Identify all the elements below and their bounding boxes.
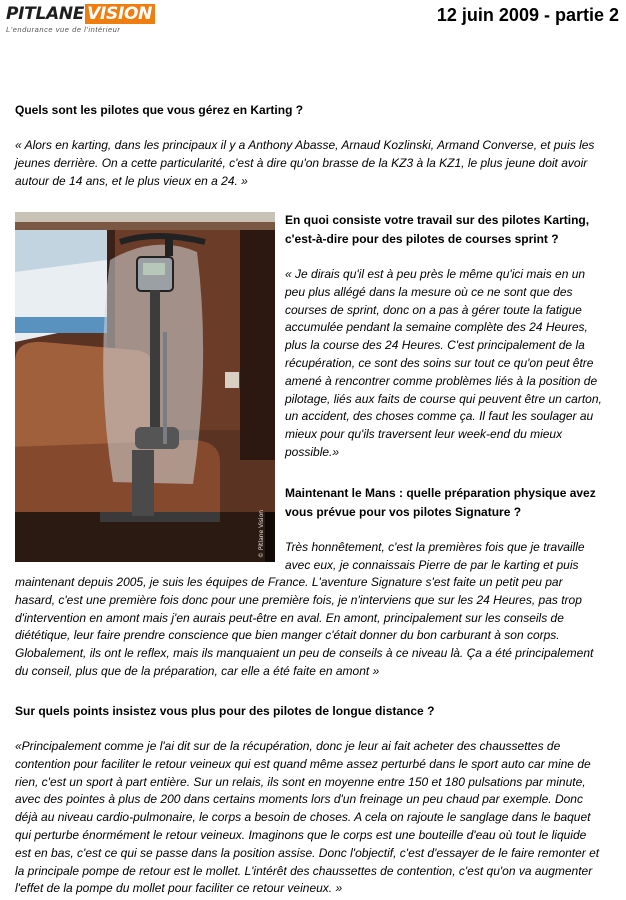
logo-wordmark bbox=[6, 5, 156, 24]
answer-3-line: du conseil, plus que de la préparation, car elle a été faite en amont » bbox=[15, 663, 380, 678]
answer-3-full bbox=[15, 574, 593, 681]
answer-3-line: Très honnêtement, c'est la premières fois que je travaille bbox=[285, 540, 585, 554]
answer-2-line: peu plus allégé dans la mesure où ce ne sont que des bbox=[285, 284, 573, 299]
answer-3-line: Globalement, ils ont le reflex, mais ils manquaient un peu de conseils à ce niveau là. Ça a été principalement bbox=[15, 646, 594, 661]
logo-tagline: L'endurance vue de l'intérieur bbox=[6, 25, 121, 34]
answer-4-line: contention pour faciliter le retour veineux qui est quand même assez perturbé dans le sport auto car mine de bbox=[15, 756, 591, 771]
answer-2-line: mieux pour qu'ils traversent leur week-end du mieux bbox=[285, 427, 563, 442]
answer-2-line: récupération, ce sont des soins sur tout ce qu'on peut être bbox=[285, 355, 594, 370]
answer-4-line: rien, c'est un sport à part entière. Sur un relais, ils sont en moyenne entre 150 et 180 pulsations par minute, bbox=[15, 774, 586, 789]
answer-4-line: qui perturbe énormément le retour veineux. Imaginons que le corps est une bouteille d'eau où tout le liquide bbox=[15, 827, 587, 842]
site-logo[interactable] bbox=[6, 5, 156, 37]
question-2 bbox=[285, 211, 589, 248]
question-3-line: vous prévue pour vos pilotes Signature ? bbox=[285, 504, 522, 519]
answer-2-line: « Je dirais qu'il est à peu près le même qu'ici mais en un bbox=[285, 267, 586, 281]
answer-1 bbox=[15, 137, 594, 190]
answer-1-line: « Alors en karting, dans les principaux il y a Anthony Abasse, Arnaud Kozlinski, Armand Converse, et puis les bbox=[15, 138, 595, 152]
answer-4-line: «Principalement comme je l'ai dit sur de la récupération, donc je leur ai fait acheter des chaussettes de bbox=[15, 739, 561, 753]
answer-3-side bbox=[285, 539, 585, 575]
answer-2-line: possible.» bbox=[285, 444, 340, 459]
logo-word-vision: VISION bbox=[85, 4, 155, 24]
photo-credit: © Pitlane Vision bbox=[258, 509, 265, 558]
page-date-title: 12 juin 2009 - partie 2 bbox=[436, 5, 619, 25]
question-3-line: Maintenant le Mans : quelle préparation physique avez bbox=[285, 486, 596, 500]
logo-word-pitlane: PITLANE bbox=[6, 4, 85, 24]
answer-4-line: avec des pointes à plus de 200 dans certains moments lors d'un freinage un peu chaud par exemple. Donc bbox=[15, 792, 583, 807]
answer-3-line: maintenant depuis 2005, je suis les équipes de France. L'aventure Signature s'est faite un petit peu par bbox=[15, 575, 563, 589]
answer-2 bbox=[285, 266, 602, 462]
answer-4-line: déjà au niveau cardio-pulmonaire, le corps a besoin de choses. A cela on rajoute le sanglage dans le baquet bbox=[15, 810, 591, 825]
answer-4-line: la principale pompe de retour est le mollet. L'intérêt des chaussettes de contention, c'est qu'on va augmenter bbox=[15, 863, 593, 878]
answer-4 bbox=[15, 738, 599, 898]
photo-exercise-bike-in-cabin bbox=[15, 212, 275, 562]
answer-2-line: plus la course des 24 Heures. C'est principalement de la bbox=[285, 338, 585, 353]
answer-4-line: l'effet de la pompe du mollet pour faciliter ce retour veineux. » bbox=[15, 881, 343, 896]
question-4: Sur quels points insistez vous plus pour des pilotes de longue distance ? bbox=[15, 704, 435, 718]
answer-2-line: pilotage, liés aux faits de course qui peuvent être un carton, bbox=[285, 391, 602, 406]
answer-3-line: diététique, leur faire prendre conscience que bien manger c'était donner du bon carburant à son corps. bbox=[15, 628, 560, 643]
answer-4-line: est en bas, c'est ce qui se passe dans la position assise. Donc l'objectif, c'est d'essayer de le faire remonter et bbox=[15, 845, 600, 860]
answer-1-line: jeunes derrière. On a cette particularité, c'est à dire qu'on brasse de la KZ3 à la KZ1, le plus jeune doit avoir bbox=[15, 155, 588, 170]
answer-2-line: amené à rencontrer comme problèmes liés à la position de bbox=[285, 373, 598, 388]
answer-1-line: autour de 14 ans, et le plus vieux en a 24. » bbox=[15, 173, 248, 188]
question-3 bbox=[285, 484, 596, 521]
article-photo bbox=[15, 212, 275, 562]
question-1: Quels sont les pilotes que vous gérez en Karting ? bbox=[15, 103, 304, 117]
answer-2-line: un accident, des choses comme ça. Il faut les soulager au bbox=[285, 409, 594, 424]
question-2-line: c'est-à-dire pour des pilotes de courses sprint ? bbox=[285, 231, 559, 246]
question-2-line: En quoi consiste votre travail sur des pilotes Karting, bbox=[285, 213, 590, 227]
answer-2-line: courses de sprint, donc on a pas à gérer toute la fatigue bbox=[285, 302, 582, 317]
answer-2-line: accumulée pendant la semaine complète des 24 Heures, bbox=[285, 320, 588, 335]
answer-3-line: avec eux, je connaissais Pierre de par le karting et puis bbox=[285, 557, 579, 572]
answer-3-line: hasard, c'est une première fois donc pour une première fois, je n'interviens que sur les 24 Heures, pas trop bbox=[15, 592, 582, 607]
answer-3-line: d'intervention en amont mais j'en aurais peut-être en aval. En amont, principalement sur les conseils de bbox=[15, 610, 564, 625]
